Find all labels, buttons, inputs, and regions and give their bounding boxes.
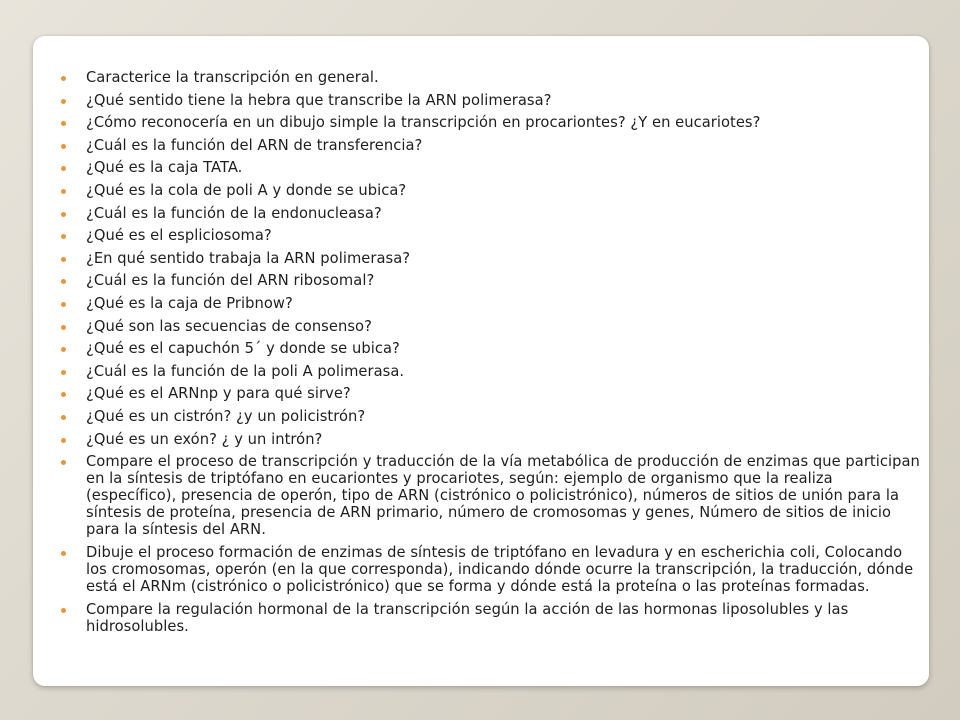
question-text: ¿Cuál es la función de la endonucleasa? (86, 204, 382, 222)
question-text: ¿Qué es la caja TATA. (86, 159, 243, 177)
question-text: ¿Cuál es la función de la poli A polimerasa. (86, 362, 405, 380)
bullet-dot-icon (61, 212, 66, 217)
question-text: ¿Qué es el capuchón 5´ y donde se ubica? (86, 340, 400, 358)
question-text: ¿Qué sentido tiene la hebra que transcribe la ARN polimerasa? (86, 91, 552, 109)
question-text: ¿Qué es el espliciosoma? (86, 227, 272, 245)
list-item (33, 92, 929, 109)
question-text: ¿Qué es un exón? ¿ y un intrón? (86, 430, 323, 448)
bullet-dot-icon (61, 551, 66, 556)
question-text: Dibuje el proceso formación de enzimas de síntesis de triptófano en levadura y en escherichia coli, Colocando los cromosomas, operón (en la que corresponda), indicando dónde ocurre la transcripción, la traducción, dónde está el ARNm (cistrónico o policistrónico) que se forma y dónde está la proteína o las proteínas formadas. (86, 544, 914, 596)
question-text: ¿Qué es un cistrón? ¿y un policistrón? (86, 407, 366, 425)
list-item (33, 137, 929, 154)
question-text: Compare el proceso de transcripción y traducción de la vía metabólica de producción de enzimas que participan en la síntesis de triptófano en eucariontes y procariotes, según: ejemplo de organismo que la realiza (específico), presencia de operón, tipo de ARN (cistrónico o policistrónico), números de sitios de unión para la síntesis de proteína, presencia de ARN primario, número de cromosomas y genes, Número de sitios de inicio para la síntesis del ARN. (86, 453, 920, 539)
bullet-dot-icon (61, 189, 66, 194)
question-text: ¿En qué sentido trabaja la ARN polimerasa? (86, 249, 411, 267)
list-item (33, 250, 929, 267)
slide-content-card (33, 36, 929, 686)
list-item (33, 295, 929, 312)
bullet-dot-icon (61, 370, 66, 375)
list-item (33, 205, 929, 222)
list-item (33, 340, 929, 357)
question-text: Caracterice la transcripción en general. (86, 69, 379, 86)
list-item (33, 182, 929, 199)
list-item (33, 431, 929, 448)
list-item (33, 385, 929, 402)
question-text: Compare la regulación hormonal de la transcripción según la acción de las hormonas liposolubles y las hidrosolubles. (86, 601, 849, 636)
bullet-dot-icon (61, 279, 66, 284)
list-item (33, 227, 929, 244)
bullet-dot-icon (61, 460, 66, 465)
question-text: ¿Qué es la caja de Pribnow? (86, 294, 293, 312)
bullet-dot-icon (61, 347, 66, 352)
question-list (33, 36, 929, 635)
list-item (33, 363, 929, 380)
list-item (33, 69, 929, 86)
bullet-dot-icon (61, 76, 66, 81)
bullet-dot-icon (61, 144, 66, 149)
list-item (33, 114, 929, 131)
question-text: ¿Qué son las secuencias de consenso? (86, 317, 372, 335)
list-item (33, 318, 929, 335)
bullet-dot-icon (61, 257, 66, 262)
bullet-dot-icon (61, 438, 66, 443)
bullet-dot-icon (61, 325, 66, 330)
list-item (33, 272, 929, 289)
bullet-dot-icon (61, 392, 66, 397)
question-text: ¿Cuál es la función del ARN de transferencia? (86, 136, 423, 154)
question-text: ¿Cómo reconocería en un dibujo simple la transcripción en procariontes? ¿Y en eucariotes? (86, 114, 761, 132)
bullet-dot-icon (61, 121, 66, 126)
list-item (33, 544, 929, 595)
question-text: ¿Qué es el ARNnp y para qué sirve? (86, 385, 351, 403)
list-item (33, 159, 929, 176)
bullet-dot-icon (61, 99, 66, 104)
bullet-dot-icon (61, 234, 66, 239)
bullet-dot-icon (61, 608, 66, 613)
bullet-dot-icon (61, 302, 66, 307)
list-item (33, 453, 929, 538)
question-text: ¿Cuál es la función del ARN ribosomal? (86, 272, 375, 290)
list-item (33, 601, 929, 635)
bullet-dot-icon (61, 166, 66, 171)
list-item (33, 408, 929, 425)
question-text: ¿Qué es la cola de poli A y donde se ubica? (86, 181, 407, 199)
bullet-dot-icon (61, 415, 66, 420)
